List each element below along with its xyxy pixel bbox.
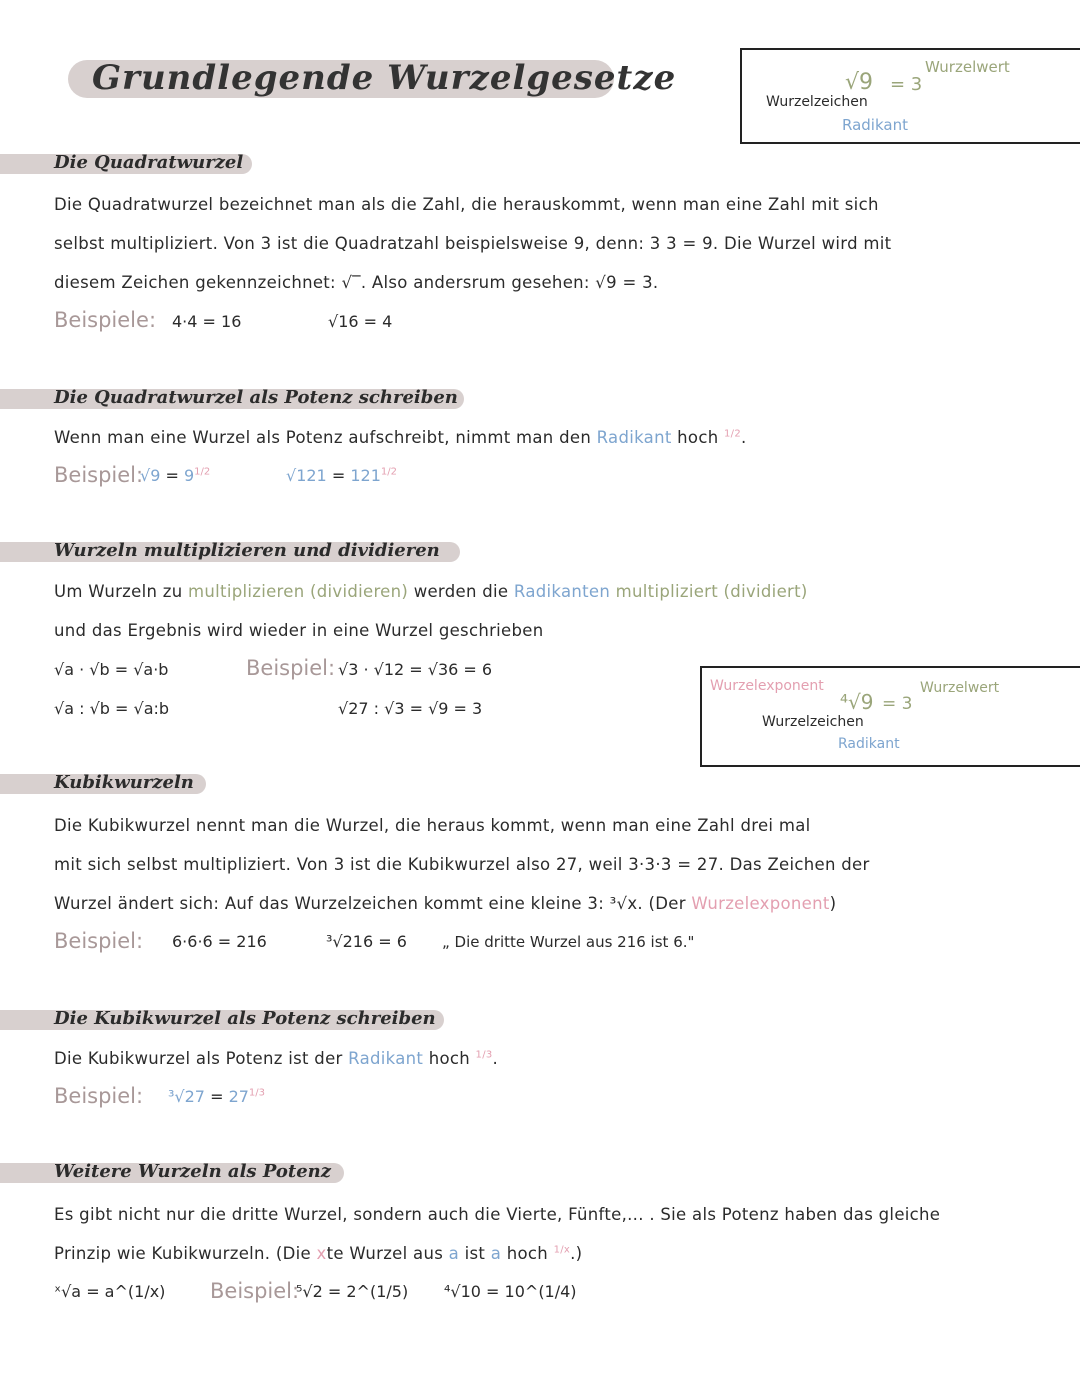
s1-example-label: Beispiele:	[54, 308, 157, 332]
s1-example-1: 4·4 = 16	[172, 312, 242, 331]
s3-example-1: √3 · √12 = √36 = 6	[338, 660, 493, 679]
s5-example-label: Beispiel:	[54, 1084, 144, 1108]
heading-multiplizieren: Wurzeln multiplizieren und dividieren	[54, 540, 440, 561]
s4-line2: mit sich selbst multipliziert. Von 3 ist die Kubikwurzel also 27, weil 3·3·3 = 27. Das Zeichen der	[54, 855, 870, 874]
s1-example-2: √16 = 4	[328, 312, 393, 331]
box1-root: √9	[845, 70, 874, 95]
heading-kubikwurzeln: Kubikwurzeln	[54, 772, 194, 793]
heading-quadratwurzel: Die Quadratwurzel	[54, 152, 244, 173]
s2-example-label: Beispiel:	[54, 463, 144, 487]
s5-example: $^3√27 = 27^{1/3}$	[168, 1087, 266, 1106]
s4-line3: Wurzel ändert sich: Auf das Wurzelzeichen kommt eine kleine 3: ³√x. (Der Wurzelexponent)	[54, 894, 837, 913]
page-title: Grundlegende Wurzelgesetze	[92, 58, 677, 98]
s6-line1: Es gibt nicht nur die dritte Wurzel, sondern auch die Vierte, Fünfte,... . Sie als Potenz haben das gleiche	[54, 1205, 941, 1224]
s3-example-2: √27 : √3 = √9 = 3	[338, 699, 483, 718]
s2-example-1: $√9 = 9^{1/2}$	[140, 466, 211, 485]
s3-line2: und das Ergebnis wird wieder in eine Wurzel geschrieben	[54, 621, 544, 640]
s1-line2: selbst multipliziert. Von 3 ist die Quadratzahl beispielsweise 9, denn: 3 3 = 9. Die Wurzel wird mit	[54, 234, 892, 253]
s4-example-2: ³√216 = 6	[326, 932, 407, 951]
box2-radikant: Radikant	[838, 736, 900, 752]
s3-example-label: Beispiel:	[246, 656, 336, 680]
heading-kubikwurzel-potenz: Die Kubikwurzel als Potenz schreiben	[54, 1008, 436, 1029]
s1-line3: diesem Zeichen gekennzeichnet: √‾. Also andersrum gesehen: √9 = 3.	[54, 273, 659, 292]
box2-wurzelwert: Wurzelwert	[920, 680, 1000, 696]
s6-rule: ˣ√a = a^(1/x)	[54, 1282, 166, 1301]
box1-radikant: Radikant	[842, 116, 908, 134]
s6-example-label: Beispiel:	[210, 1279, 300, 1303]
s6-example-1: ⁵√2 = 2^(1/5)	[296, 1282, 409, 1301]
box2-wurzelexponent: Wurzelexponent	[710, 678, 824, 694]
heading-weitere-wurzeln: Weitere Wurzeln als Potenz	[54, 1161, 331, 1182]
s2-example-2: $√121 = 121^{1/2}$	[286, 466, 397, 485]
s4-example-label: Beispiel:	[54, 929, 144, 953]
box2-wurzelzeichen: Wurzelzeichen	[762, 714, 864, 730]
box2-eq: = 3	[882, 694, 913, 714]
s3-rule-divide: √a : √b = √a:b	[54, 699, 170, 718]
box1-wurzelzeichen: Wurzelzeichen	[766, 94, 868, 110]
box1-eq: = 3	[890, 74, 923, 95]
s6-example-2: ⁴√10 = 10^(1/4)	[444, 1282, 577, 1301]
s4-example-3: „ Die dritte Wurzel aus 216 ist 6."	[442, 933, 695, 951]
s5-line: Die Kubikwurzel als Potenz ist der Radikant hoch $^{1/3}$.	[54, 1049, 499, 1068]
s4-example-1: 6·6·6 = 216	[172, 932, 267, 951]
box1-wurzelwert: Wurzelwert	[925, 58, 1010, 76]
s3-rule-multiply: √a · √b = √a·b	[54, 660, 169, 679]
s1-line1: Die Quadratwurzel bezeichnet man als die Zahl, die herauskommt, wenn man eine Zahl mit sich	[54, 195, 879, 214]
s6-line2: Prinzip wie Kubikwurzeln. (Die xte Wurzel aus a ist a hoch $^{1/x}$.)	[54, 1244, 583, 1263]
s3-line1: Um Wurzeln zu multiplizieren (dividieren) werden die Radikanten multipliziert (dividiert)	[54, 582, 808, 601]
box2-root: ⁴√9	[840, 690, 874, 714]
s4-line1: Die Kubikwurzel nennt man die Wurzel, die heraus kommt, wenn man eine Zahl drei mal	[54, 816, 811, 835]
s2-line: Wenn man eine Wurzel als Potenz aufschreibt, nimmt man den Radikant hoch $^{1/2}$.	[54, 428, 747, 447]
heading-quadratwurzel-potenz: Die Quadratwurzel als Potenz schreiben	[54, 387, 458, 408]
